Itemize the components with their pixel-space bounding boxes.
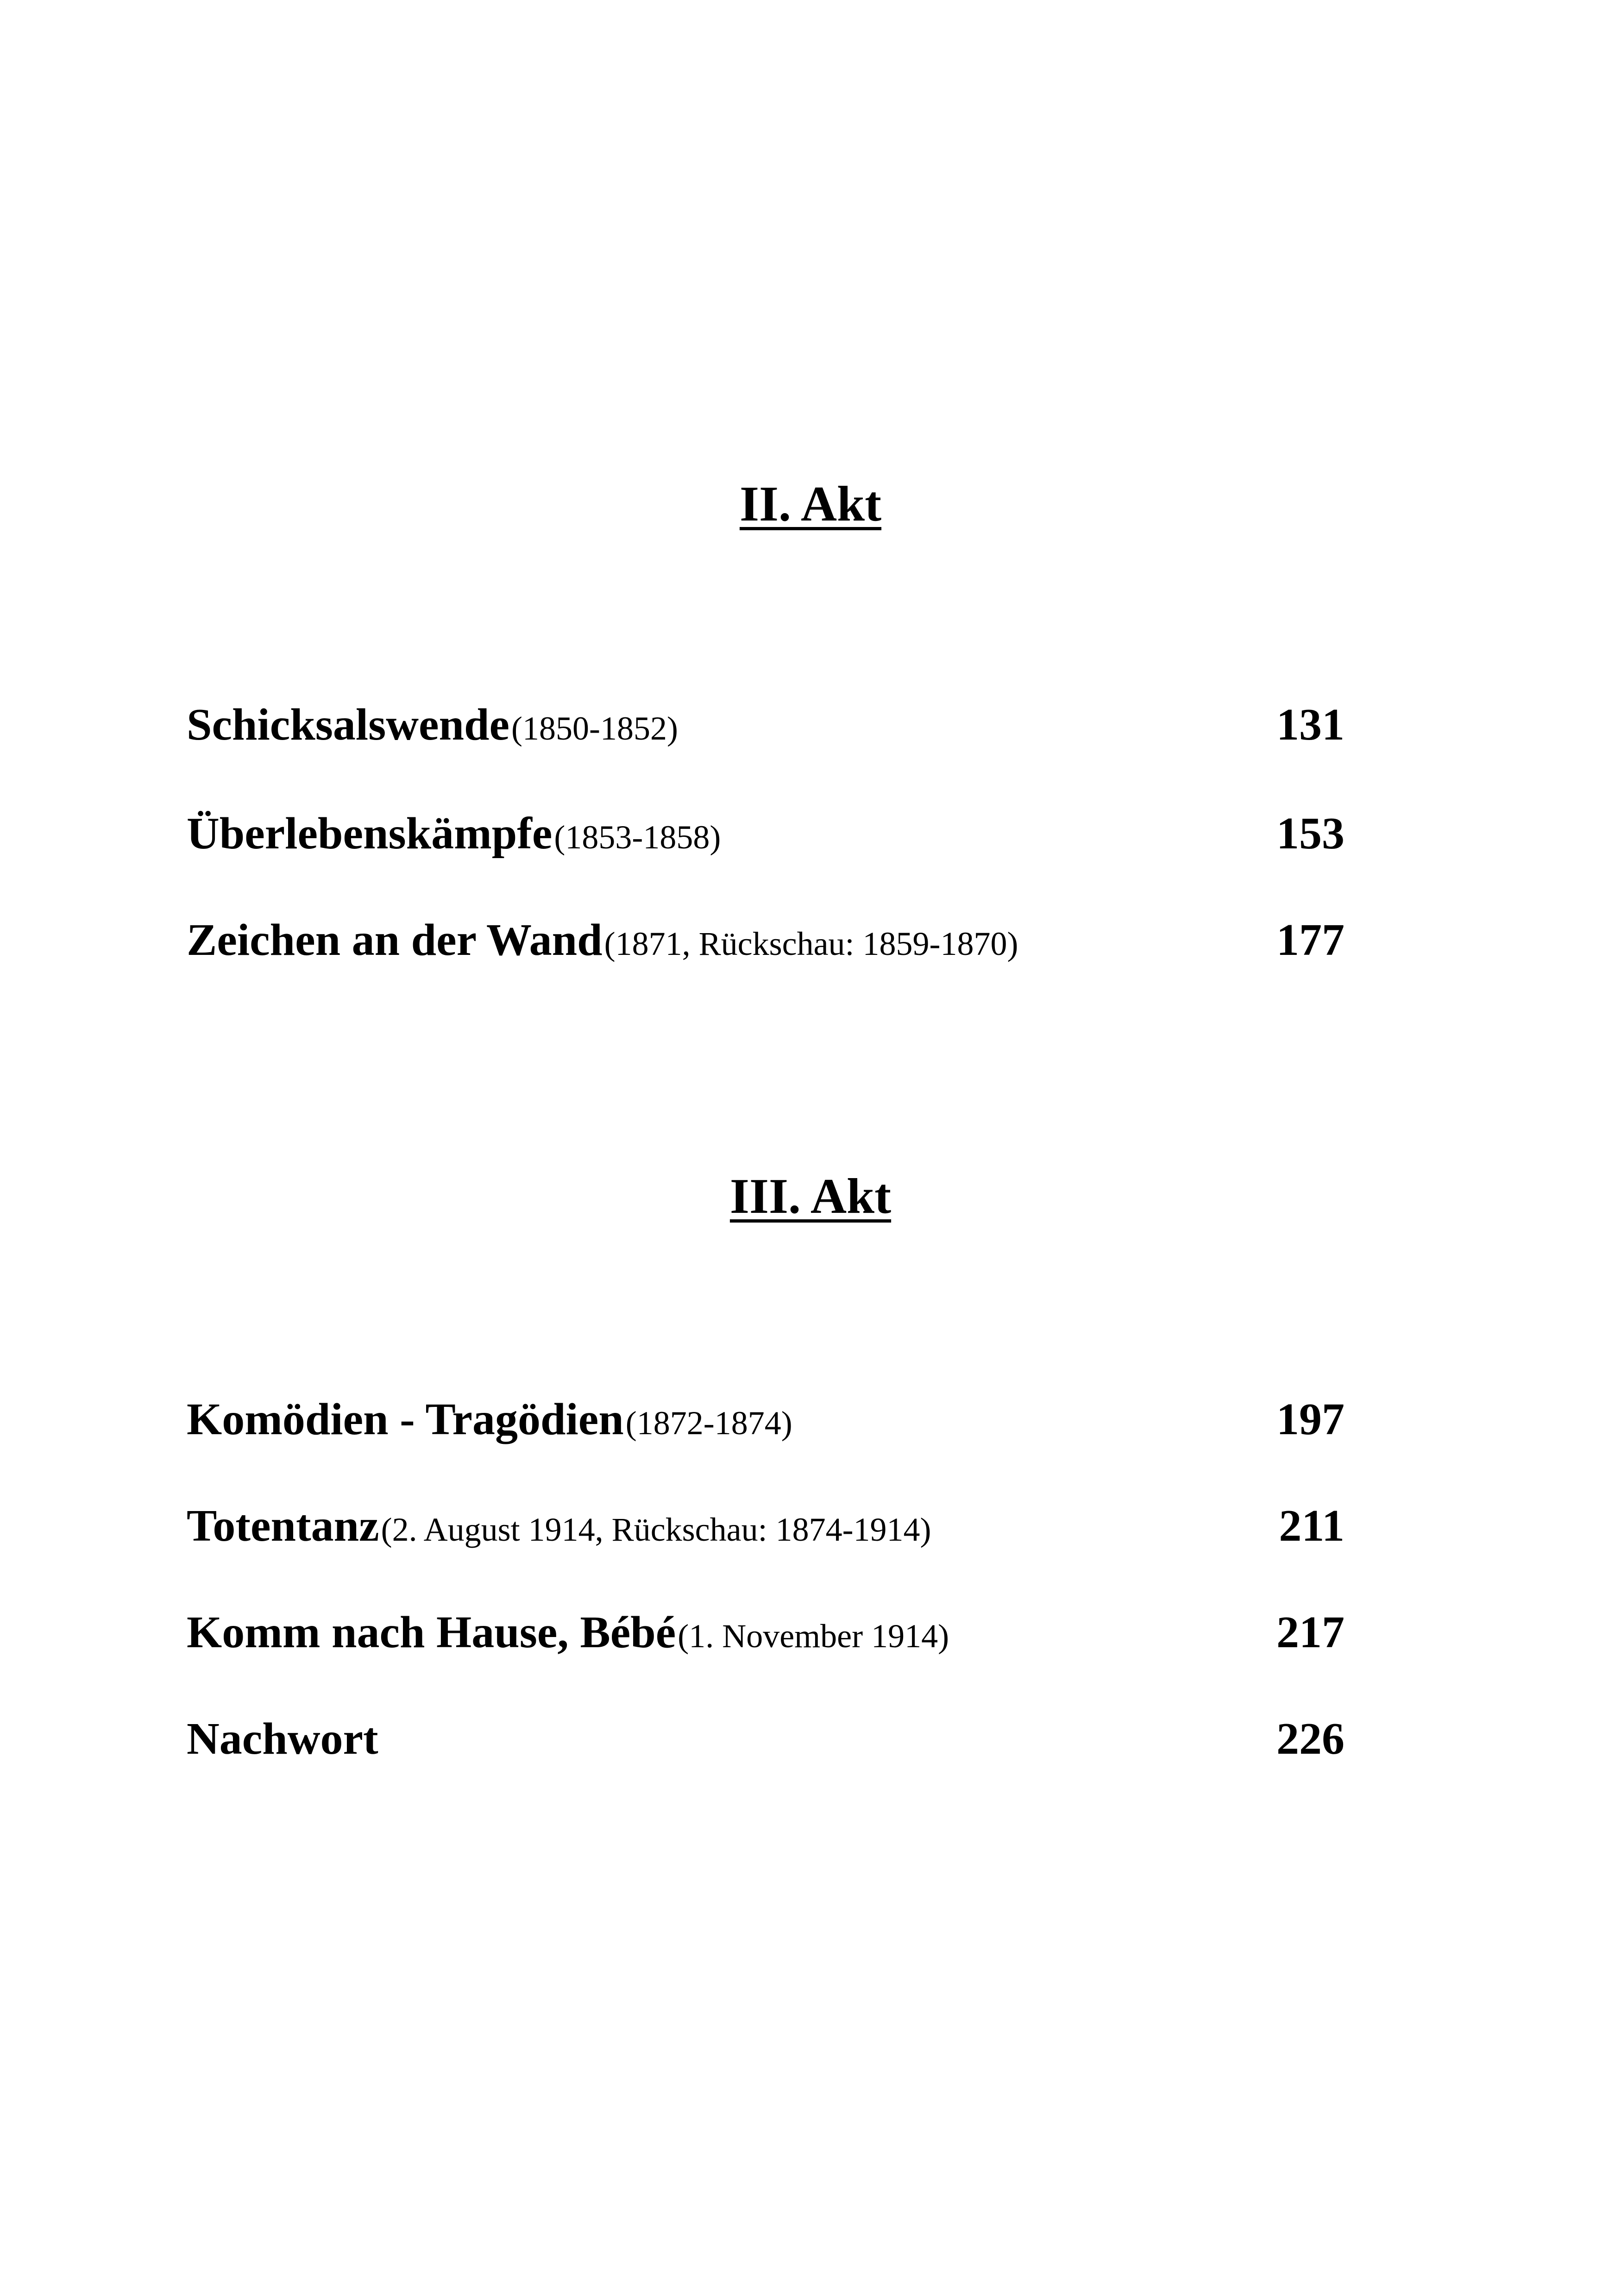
toc-entry (187, 1713, 1345, 1764)
act-heading-2: II. Akt (739, 477, 882, 532)
entry-page-number: 226 (1276, 1714, 1345, 1764)
toc-entry (187, 808, 1345, 859)
act-heading-3: III. Akt (729, 1169, 892, 1224)
entry-dates: (2. August 1914, Rückschau: 1874-1914) (381, 1511, 931, 1548)
entry-page-number: 211 (1279, 1501, 1345, 1551)
entry-dates: (1850-1852) (511, 710, 678, 747)
entry-page-number: 153 (1276, 809, 1345, 859)
entry-dates: (1. November 1914) (678, 1618, 949, 1655)
entry-page-number: 131 (1276, 700, 1345, 750)
toc-entry (187, 1394, 1345, 1445)
entry-page-number: 177 (1276, 915, 1345, 965)
entry-page-number: 197 (1276, 1394, 1345, 1444)
entry-title: Komm nach Hause, Bébé (187, 1607, 676, 1657)
entry-title: Überlebenskämpfe (187, 809, 553, 859)
entry-dates: (1871, Rückschau: 1859-1870) (604, 925, 1018, 962)
entry-title: Nachwort (187, 1714, 378, 1764)
entry-page-number: 217 (1276, 1607, 1345, 1657)
entry-dates: (1853-1858) (554, 819, 721, 856)
entry-dates: (1872-1874) (625, 1405, 792, 1442)
entry-title: Zeichen an der Wand (187, 915, 603, 965)
toc-entry (187, 1607, 1345, 1658)
entry-title: Schicksalswende (187, 700, 510, 750)
toc-entry (187, 1500, 1345, 1551)
entry-title: Komödien - Tragödien (187, 1394, 624, 1444)
entry-title: Totentanz (187, 1501, 379, 1551)
toc-entry (187, 699, 1345, 750)
toc-entry (187, 915, 1345, 966)
